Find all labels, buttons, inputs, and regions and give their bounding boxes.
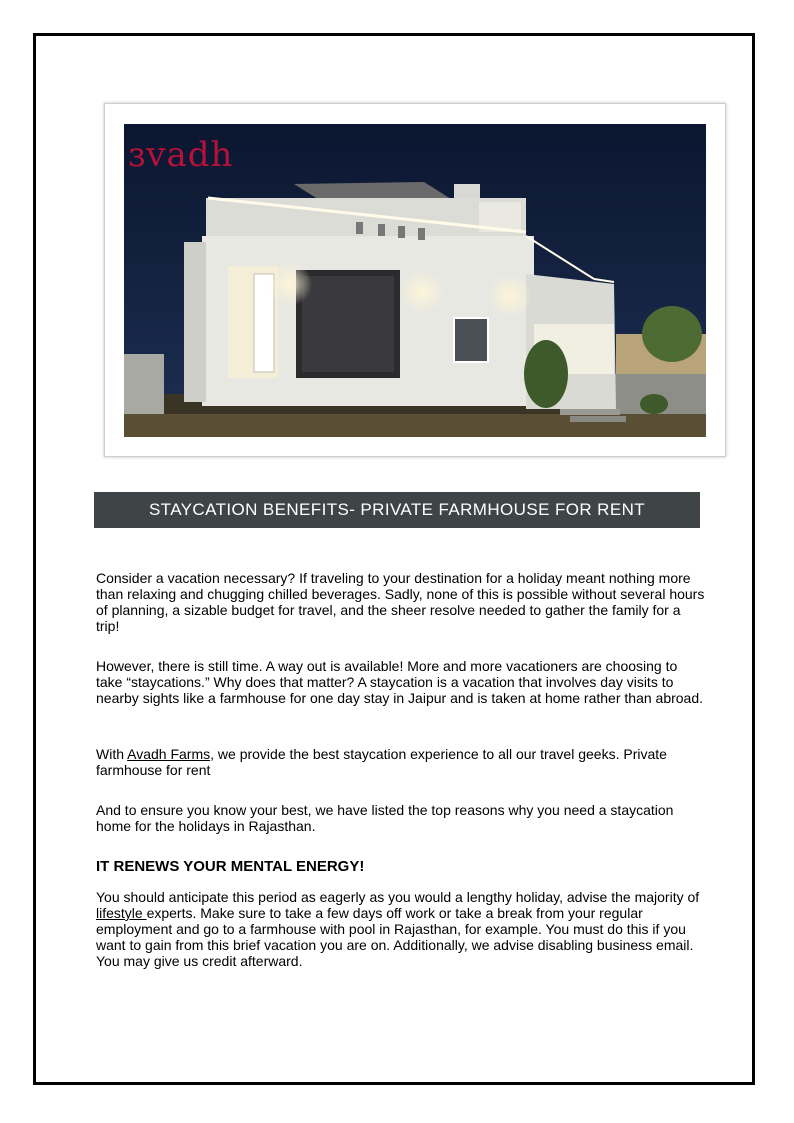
page-title-banner bbox=[94, 492, 700, 528]
p5-text-after: experts. Make sure to take a few days off work or take a break from your regular employment and go to a farmhouse with pool in Rajasthan, for example. You must do this if you want to gain from this brief vacation you are on. Additionally, we advise disabling business email. You may give us credit afterward. bbox=[96, 905, 694, 969]
p3-text-after: , we provide the best staycation experience to all our travel geeks. Private farmhouse for rent bbox=[96, 746, 667, 778]
intro-paragraph: Consider a vacation necessary? If traveling to your destination for a holiday meant nothing more than relaxing and chugging chilled beverages. Sadly, none of this is possible without several hours of planning, a sizable budget for travel, and the sheer resolve needed to gather the family for a trip! bbox=[96, 570, 705, 634]
staycation-paragraph: However, there is still time. A way out is available! More and more vacationers are choosing to take “staycations.” Why does that matter? A staycation is a vacation that involves day visits to nearby sights like a farmhouse for one day stay in Jaipur and is taken at home rather than abroad. bbox=[96, 658, 704, 706]
avadh-farms-paragraph bbox=[96, 746, 706, 778]
avadh-logo: ɜvadh bbox=[128, 135, 234, 175]
page-title: STAYCATION BENEFITS- PRIVATE FARMHOUSE FOR RENT bbox=[148, 500, 646, 519]
reasons-paragraph: And to ensure you know your best, we have listed the top reasons why you need a staycation home for the holidays in Rajasthan. bbox=[96, 802, 674, 834]
lifestyle-link[interactable]: lifestyle bbox=[96, 905, 147, 921]
mental-energy-paragraph bbox=[96, 889, 706, 969]
p5-text-before: You should anticipate this period as eagerly as you would a lengthy holiday, advise the majority of bbox=[96, 889, 700, 905]
p3-text-before: With bbox=[96, 746, 128, 762]
avadh-farms-link[interactable]: Avadh Farms bbox=[127, 746, 211, 762]
section-heading: IT RENEWS YOUR MENTAL ENERGY! bbox=[96, 858, 365, 875]
